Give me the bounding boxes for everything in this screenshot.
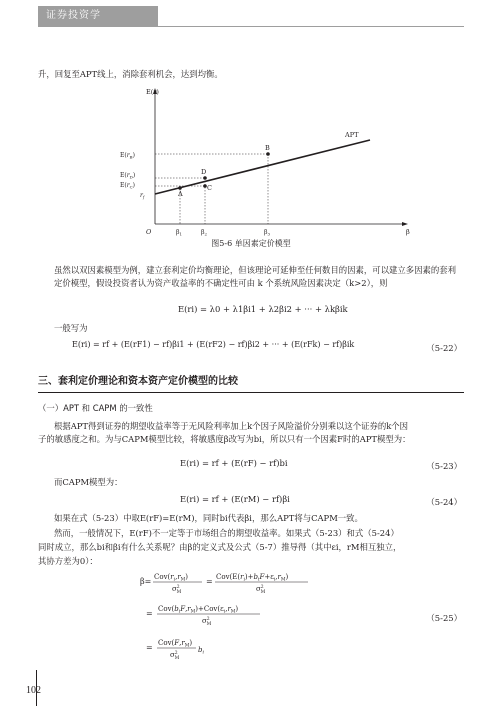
intro-text: 升，回复至APT线上，消除套利机会，达到均衡。 (38, 69, 223, 79)
label-C: C (207, 184, 212, 192)
apt-line (155, 140, 370, 194)
paragraph-3: 如果在式（5-23）中取E(rF)=E(rM)，同时bi代表βi，那么APT将与CAPM一致。 (54, 513, 363, 523)
equation-number-5-25: （5-25） (426, 613, 462, 623)
svg-text:σ2M: $\sigma^2$ M (172, 585, 182, 595)
running-header: 证券投资学 (38, 6, 158, 26)
svg-text:E(rC): $E(r_C)$ (120, 182, 136, 190)
svg-text:σ2M: $\sigma^2$ M (170, 651, 180, 661)
svg-text:=: = (146, 609, 153, 618)
svg-text:=: = (146, 643, 153, 652)
paragraph-2-line2: 子的敏感度之和。为与CAPM模型比较，将敏感度β改写为bi，所以只有一个因素F时的APT模型为： (38, 434, 411, 444)
label-A: A (178, 190, 183, 198)
label-B: B (265, 144, 270, 152)
equation-5-24: E(ri) = rf + (E(rM) − rf)βi (180, 494, 290, 504)
paragraph-4-line2: 同时成立，那么bi和βi有什么关系呢？由β的定义式及公式（5-7）推导得（其中εi，rM相互独立， (38, 542, 402, 552)
svg-text:Cov(ri,rM): $Cov(r_i,r_M)$ (154, 573, 189, 583)
x-axis-label: β (406, 228, 410, 236)
label-D: D (201, 168, 207, 176)
equation-number-5-22: （5-22） (426, 343, 462, 353)
svg-text:=: = (206, 577, 213, 586)
single-factor-pricing-figure (100, 86, 430, 246)
header-rule (38, 26, 464, 27)
generally-label: 一般写为 (54, 323, 88, 333)
section-rule (38, 392, 464, 393)
svg-text:β1: $\beta_1$ (176, 229, 183, 237)
equation-5-23: E(ri) = rf + (E(rF) − rf)bi (180, 458, 288, 468)
equation-5-22: E(ri) = rf + (E(rF1) − rf)βi1 + (E(rF2) − rf)βi2 + ··· + (E(rFk) − rf)βik (72, 340, 355, 349)
figure-caption: 图5-6 单因素定价模型 (211, 239, 291, 248)
svg-text:E(rB): $E(r_B)$ (120, 152, 135, 160)
equation-general: E(ri) = λ0 + λ1βi1 + λ2βi2 + ··· + λkβik (178, 304, 348, 314)
svg-text:Cov(F,rM): $Cov(F,r_M)$ (158, 639, 193, 649)
equation-5-25 (140, 568, 350, 668)
svg-text:σ2M: $\sigma^2$ M (202, 617, 212, 627)
svg-text:Cov(E(ri)+biF+εi,rM): $Cov(E(r_i)+b_iF+\varepsilon_i,r_M)$ (216, 573, 289, 583)
svg-text:β=: β= (140, 577, 152, 586)
svg-text:σ2M: $\sigma^2$ M (256, 585, 266, 595)
point-D (203, 176, 207, 180)
svg-text:Cov(biF,rM)+Cov(εi,rM): $Cov(b_iF,r_M)+Cov(\varepsilon_i,r_M)$ (158, 605, 239, 615)
svg-text:O: O (146, 228, 152, 236)
subsection-heading: （一）APT 和 CAPM 的一致性 (38, 403, 153, 413)
equation-number-5-23: （5-23） (426, 461, 462, 471)
svg-text:E(rD): $E(r_D)$ (120, 172, 136, 180)
y-axis-label: E(r) (146, 88, 159, 96)
svg-text:β2: $\beta_2$ (201, 229, 208, 237)
svg-text:bi: $b_i$ (198, 646, 204, 656)
point-B (266, 152, 270, 156)
paragraph-4-line1: 然而，一般情况下，E(rF)不一定等于市场组合的期望收益率。如果式（5-23）和式（5-24） (54, 528, 399, 538)
section-heading: 三、套利定价理论和资本资产定价模型的比较 (38, 376, 238, 387)
page-number: 102 (26, 685, 41, 696)
apt-label: APT (345, 131, 359, 139)
capm-intro: 而CAPM模型为： (54, 477, 123, 487)
paragraph-4-line3: 其协方差为0）： (38, 556, 98, 566)
svg-text:β3: $\beta_3$ (264, 229, 271, 237)
paragraph-1: 虽然以双因素模型为例，建立套利定价均衡理论，但该理论可延伸至任何数目的因素，可以建立多因素的套利定价模型，假设投资者认为资产收益率的不确定性可由 k 个系统风险因素决定（k>2），则 (54, 265, 456, 288)
svg-text:rf: $r_f$ (140, 192, 145, 200)
paragraph-2-line1: 根据APT得到证券的期望收益率等于无风险利率加上k个因子风险溢价分别乘以这个证券的k个因 (54, 421, 409, 431)
equation-number-5-24: （5-24） (426, 497, 462, 507)
